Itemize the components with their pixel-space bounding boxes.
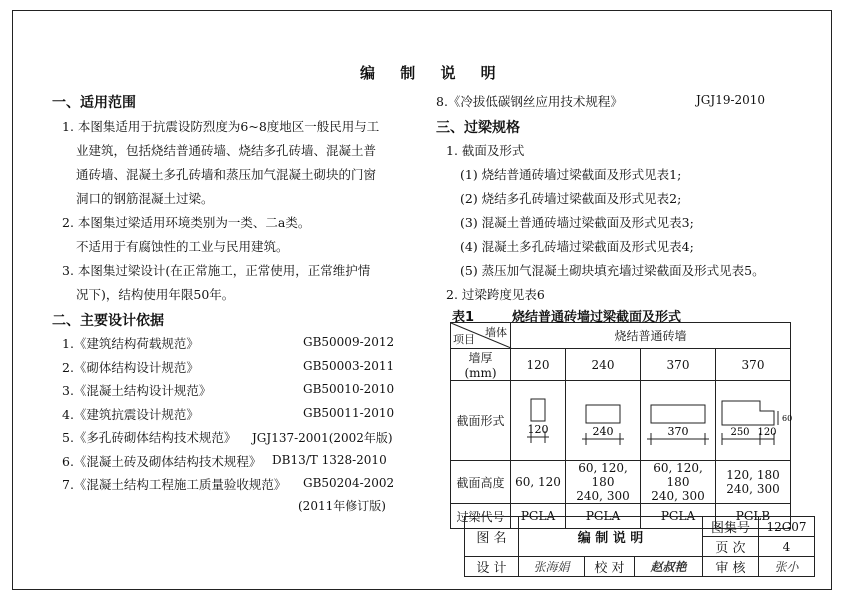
- thickness-cell: 240: [566, 349, 641, 381]
- table-row: [465, 517, 815, 537]
- checker-label: 校 对: [585, 557, 635, 577]
- table-row: [451, 461, 791, 504]
- section-3-heading: 三、过梁规格: [436, 120, 520, 136]
- designer-label: 设 计: [465, 557, 519, 577]
- height-line: 60, 120, 180: [653, 461, 703, 489]
- corner-top: 墙体: [485, 326, 507, 339]
- s3-sub1: 1. 截面及形式: [446, 143, 525, 158]
- height-line: 240, 300: [576, 489, 630, 503]
- thickness-cell: 370: [641, 349, 716, 381]
- drawing-name-value: 编 制 说 明: [519, 517, 703, 557]
- atlas-number-label: 图集号: [703, 517, 759, 537]
- s3-line-1: (1) 烧结普通砖墙过梁截面及形式见表1;: [460, 167, 682, 182]
- ref-item-8-code: JGJ19-2010: [696, 93, 766, 107]
- height-cell: [641, 461, 716, 504]
- s1-p2-line2: 不适用于有腐蚀性的工业与民用建筑。: [76, 239, 289, 254]
- ref-item-code: DB13/T 1328-2010: [272, 452, 387, 467]
- ref-item-8-name: 8.《冷拔低碳钢丝应用技术规程》: [436, 94, 623, 109]
- s3-line-4: (4) 混凝土多孔砖墙过梁截面及形式见表4;: [460, 239, 694, 254]
- title-block: [464, 516, 815, 577]
- s3-line-5: (5) 蒸压加气混凝土砌块填充墙过梁截面及形式见表5。: [460, 263, 765, 278]
- row-label-thickness: 墙厚(mm): [451, 349, 511, 381]
- table-row: [451, 381, 791, 461]
- section-shape-370-l: [718, 381, 793, 457]
- ref-item-code: JGJ137-2001(2002年版): [252, 431, 393, 445]
- ref-item-name: 1.《建筑结构荷载规范》: [62, 336, 199, 351]
- s1-p3-line1: 3. 本图集过梁设计(在正常施工，正常使用，正常维护情: [62, 263, 371, 278]
- s1-p1-line1: 1. 本图集适用于抗震设防烈度为6~8度地区一般民用与工: [62, 119, 380, 134]
- s3-line-2: (2) 烧结多孔砖墙过梁截面及形式见表2;: [460, 191, 682, 206]
- section-shape-cell: [716, 381, 791, 461]
- ref-item-name: 4.《建筑抗震设计规范》: [62, 406, 199, 422]
- ref-item-code: GB50003-2011: [303, 358, 395, 373]
- side-dim-label: 60: [782, 414, 793, 423]
- section-shape-cell: [641, 381, 716, 461]
- ref-item-name: 5.《多孔砖砌体结构技术规范》: [62, 430, 237, 445]
- table1-label: 表1: [452, 310, 475, 325]
- section-1-heading: 一、适用范围: [52, 95, 136, 111]
- section-shape-370: [643, 381, 713, 457]
- ref-item-code: GB50204-2002: [303, 476, 395, 490]
- ref-item-code: GB50010-2010: [303, 382, 395, 396]
- ref-item-name: 2.《砌体结构设计规范》: [62, 359, 199, 375]
- table-row: [451, 349, 791, 381]
- height-cell: [511, 461, 566, 504]
- code-cell: PGLA: [641, 504, 716, 529]
- table1: [450, 322, 791, 529]
- row-label-height: 截面高度: [451, 461, 511, 504]
- s1-p1-line4: 洞口的钢筋混凝土过梁。: [76, 191, 214, 206]
- table-row: [465, 557, 815, 577]
- height-line: 60, 120, 180: [578, 461, 628, 489]
- s1-p1-line2: 业建筑，包括烧结普通砖墙、烧结多孔砖墙、混凝土普: [76, 143, 377, 158]
- height-cell: [716, 461, 791, 504]
- corner-cell: [451, 323, 511, 349]
- height-cell: [566, 461, 641, 504]
- drawing-name-label: 图 名: [465, 517, 519, 557]
- code-cell: PGLA: [511, 504, 566, 529]
- height-line: 120, 180: [726, 468, 780, 482]
- designer-signature: 张海娟: [519, 557, 585, 577]
- section-2-heading: 二、主要设计依据: [52, 313, 164, 329]
- wall-type-cell: 烧结普通砖墙: [511, 323, 791, 349]
- section-shape-cell: [511, 381, 566, 461]
- dim-label: 120: [527, 423, 549, 436]
- dim-label: 120: [757, 427, 777, 438]
- s1-p1-line3: 通砖墙、混凝土多孔砖墙和蒸压加气混凝土砌块的门窗: [76, 167, 377, 182]
- checker-signature: 赵叔艳: [635, 557, 703, 577]
- table1-caption: 烧结普通砖墙过梁截面及形式: [512, 310, 682, 325]
- height-line: 60, 120: [515, 475, 561, 489]
- s3-line-3: (3) 混凝土普通砖墙过梁截面及形式见表3;: [460, 215, 694, 230]
- ref-item-code: GB50011-2010: [303, 405, 395, 420]
- reviewer-label: 审 核: [703, 557, 759, 577]
- page-number-value: 4: [759, 537, 815, 557]
- row-label-code: 过梁代号: [451, 504, 511, 529]
- corner-bottom: 项目: [453, 333, 475, 346]
- page-title: 编 制 说 明: [360, 64, 506, 82]
- code-cell: PGLA: [566, 504, 641, 529]
- table-row: [451, 323, 791, 349]
- page-number-label: 页 次: [703, 537, 759, 557]
- code-cell: PGLB: [716, 504, 791, 529]
- thickness-cell: 120: [511, 349, 566, 381]
- dim-label: 250: [730, 427, 750, 438]
- height-line: 240, 300: [651, 489, 705, 503]
- reviewer-signature: 张小: [759, 557, 815, 577]
- ref-item-name: 7.《混凝土结构工程施工质量验收规范》: [62, 477, 287, 492]
- s3-sub2: 2. 过梁跨度见表6: [446, 287, 545, 302]
- ref-item-name: 3.《混凝土结构设计规范》: [62, 383, 212, 398]
- ref-item-name: 6.《混凝土砖及砌体结构技术规程》: [62, 453, 262, 469]
- atlas-number-value: 12G07: [759, 517, 815, 537]
- item7-note: (2011年修订版): [298, 499, 386, 513]
- s1-p2-line1: 2. 本图集过梁适用环境类别为一类、二a类。: [62, 215, 311, 230]
- dim-label: 240: [592, 425, 614, 438]
- row-label-section: 截面形式: [451, 381, 511, 461]
- thickness-cell: 370: [716, 349, 791, 381]
- height-line: 240, 300: [726, 482, 780, 496]
- section-shape-240: [568, 381, 638, 457]
- ref-item-code: GB50009-2012: [303, 335, 395, 349]
- s1-p3-line2: 况下)，结构使用年限50年。: [76, 287, 235, 302]
- dim-label: 370: [667, 425, 689, 438]
- section-shape-cell: [566, 381, 641, 461]
- section-shape-120: [513, 381, 563, 457]
